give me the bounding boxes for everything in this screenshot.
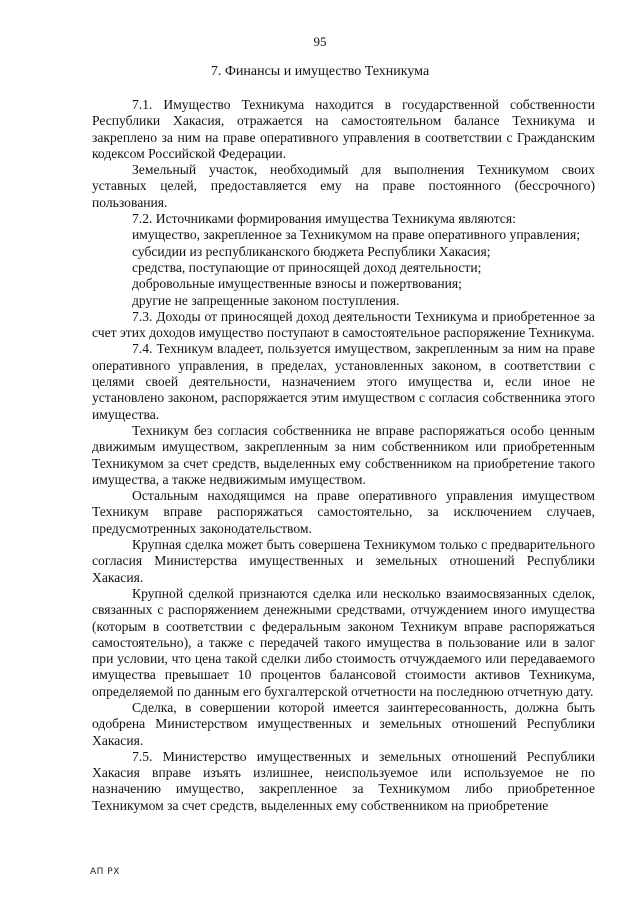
paragraph: 7.2. Источниками формирования имущества Техникума являются: <box>132 211 516 227</box>
paragraph: Сделка, в совершении которой имеется заинтересованность, должна быть одобрена Министерством имущественных и земельных отношений Республики Хакасия. <box>92 699 595 748</box>
paragraph: Крупная сделка может быть совершена Техникумом только с предварительного согласия Министерства имущественных и земельных отношений Республики Хакасия. <box>92 537 595 585</box>
list-item: субсидии из республиканского бюджета Республики Хакасия; <box>132 243 491 259</box>
paragraph: Крупной сделкой признаются сделка или несколько взаимосвязанных сделок, связанных с распоряжением денежными средствами, отчуждением иного имущества (которым в соответствии с федеральным законом Техникум вправе распоряжаться самостоятельно), а также с передачей такого имущества в пользование или в залог при условии, что цена такой сделки либо стоимость отчуждаемого или передаваемого имущества превышает 10 процентов балансовой стоимости активов Техникума, определяемой по данным его бухгалтерской отчетности на последнюю отчетную дату. <box>92 585 595 699</box>
paragraph: 7.3. Доходы от приносящей доход деятельности Техникума и приобретенное за счет этих доходов имущество поступают в самостоятельное распоряжение Техникума. <box>92 308 595 341</box>
page-number: 95 <box>313 34 327 49</box>
paragraph: 7.1. Имущество Техникума находится в государственной собственности Республики Хакасия, отражается на самостоятельном балансе Техникума и закреплено за ним на праве оперативного управления в соответствии с Гражданским кодексом Российской Федерации. <box>92 97 595 161</box>
paragraph: 7.4. Техникум владеет, пользуется имуществом, закрепленным за ним на праве оперативного управления, в пределах, установленных законом, в соответствии с целями своей деятельности, назначением этого имущества и, если иное не установлено законом, распоряжается этим имуществом с согласия собственника этого имущества. <box>92 341 595 422</box>
footer-mark: АП РХ <box>90 867 120 877</box>
document-body <box>92 97 595 814</box>
paragraph: Земельный участок, необходимый для выполнения Техникумом своих уставных целей, предоставляется ему на праве постоянного (бессрочного) пользования. <box>92 162 595 210</box>
list-item: имущество, закрепленное за Техникумом на праве оперативного управления; <box>132 227 581 243</box>
paragraph: Остальным находящимся на праве оперативного управления имуществом Техникум вправе распоряжаться самостоятельно, за исключением случаев, предусмотренных законодательством. <box>92 488 595 536</box>
section-title: 7. Финансы и имущество Техникума <box>210 64 430 79</box>
list-item: другие не запрещенные законом поступления. <box>132 292 400 308</box>
paragraph: Техникум без согласия собственника не вправе распоряжаться особо ценным движимым имуществом, закрепленным за ним собственником или приобретенным Техникумом за счет средств, выделенных ему собственником на приобретение такого имущества, а также недвижимым имуществом. <box>92 422 595 487</box>
list-item: средства, поступающие от приносящей доход деятельности; <box>132 259 482 275</box>
list-item: добровольные имущественные взносы и пожертвования; <box>132 276 462 292</box>
paragraph: 7.5. Министерство имущественных и земельных отношений Республики Хакасия вправе изъять излишнее, неиспользуемое или используемое не по назначению имущество, закрепленное за Техникумом либо приобретенное Техникумом за счет средств, выделенных ему собственником на приобретение <box>92 748 595 813</box>
